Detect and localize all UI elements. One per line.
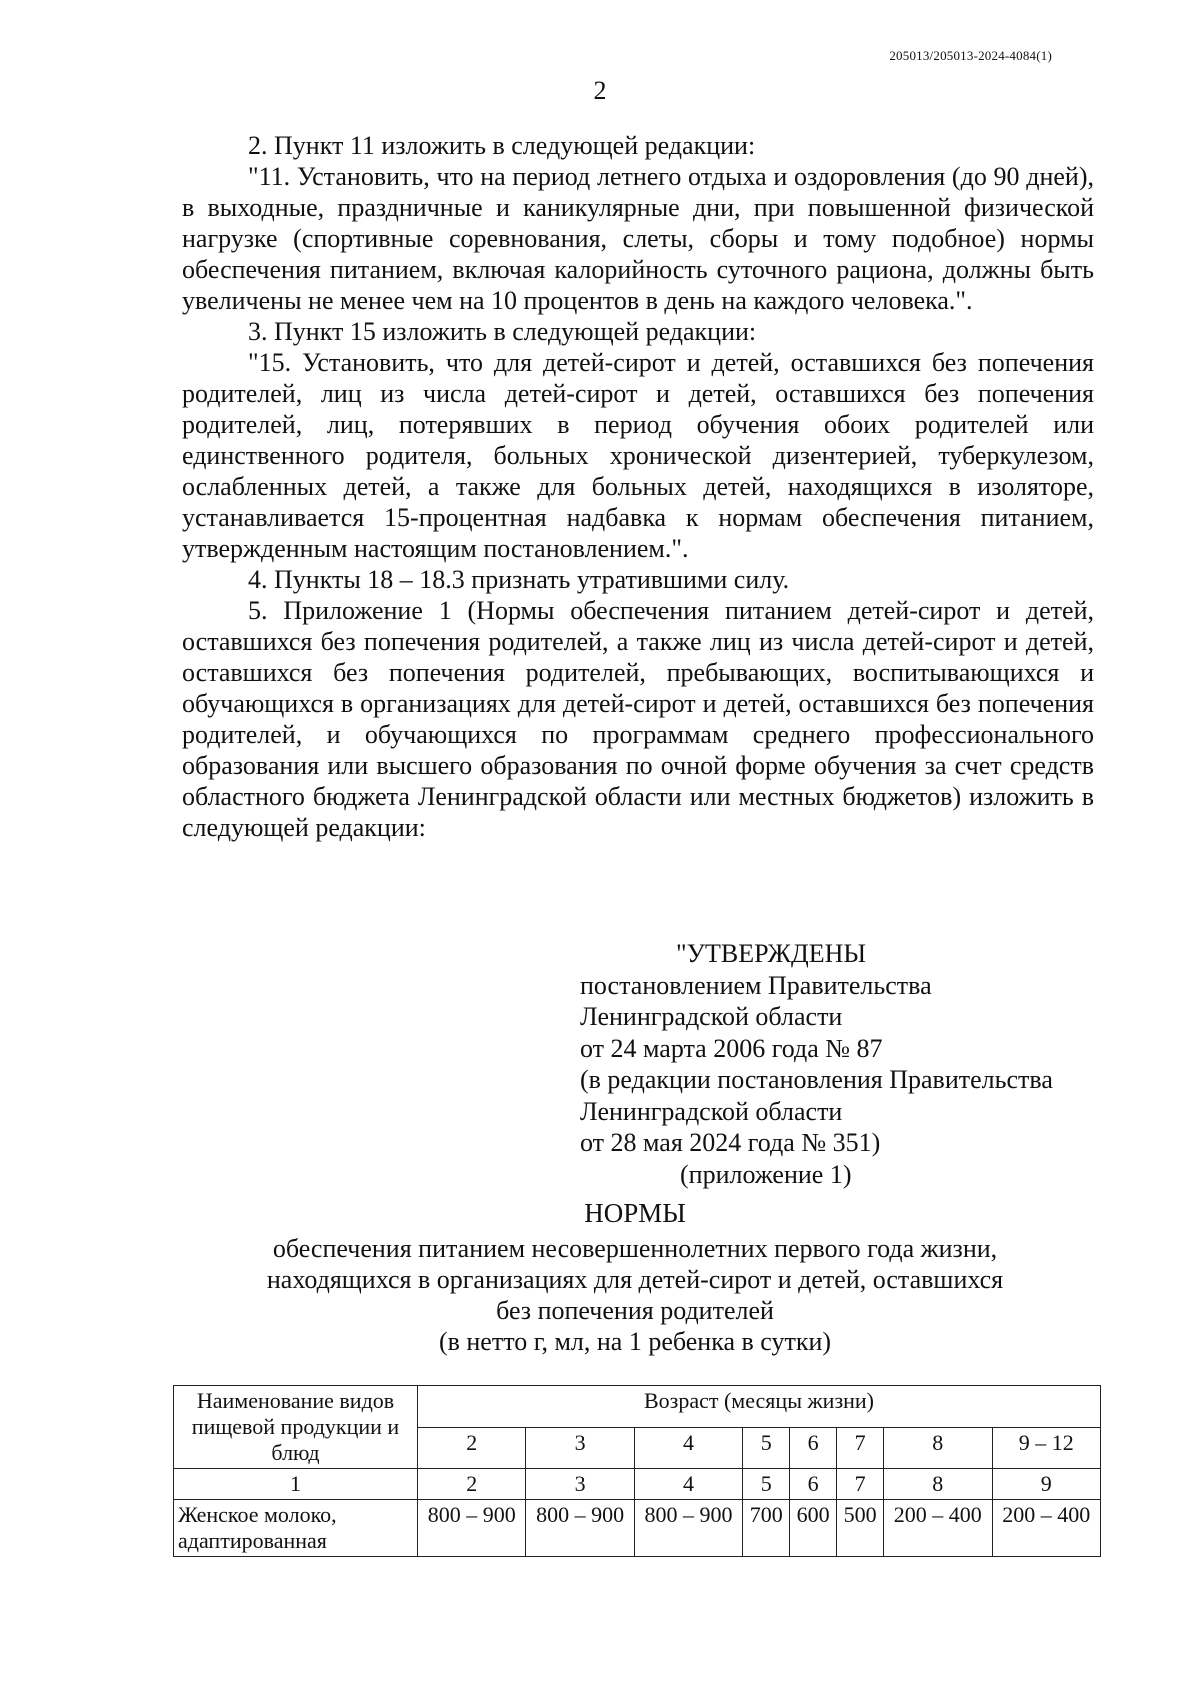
norms-subtitle-line: без попечения родителей <box>496 1296 774 1325</box>
column-number-cell: 6 <box>790 1469 837 1500</box>
paragraph: 2. Пункт 11 изложить в следующей редакции: <box>248 131 756 160</box>
approval-line: от 28 мая 2024 года № 351) <box>580 1128 881 1157</box>
column-number-cell: 2 <box>418 1469 526 1500</box>
value-cell: 500 <box>837 1500 884 1557</box>
norms-units: (в нетто г, мл, на 1 ребенка в сутки) <box>438 1327 832 1356</box>
norms-table <box>173 1385 1101 1557</box>
norms-subtitle-line: находящихся в организациях для детей-сирот и детей, оставшихся <box>266 1265 1004 1294</box>
age-cell: 3 <box>526 1427 634 1469</box>
paragraph: "15. Установить, что для детей-сирот и детей, оставшихся без попечения родителей, лиц из числа детей-сирот и детей, оставшихся без попечения родителей, лиц, потерявших в период обучения обоих родителей или единственного родителя, больных хронической дизентерией, туберкулезом, ослабленных детей, а также для больных детей, находящихся в изоляторе, устанавливается 15-процентная надбавка к нормам обеспечения питанием, утвержденным настоящим постановлением.". <box>182 348 1094 563</box>
table-header-row <box>174 1386 1101 1428</box>
value-cell: 800 – 900 <box>418 1500 526 1557</box>
table-column-number-row <box>174 1469 1101 1500</box>
paragraph: 3. Пункт 15 изложить в следующей редакции: <box>248 317 757 346</box>
approval-heading: "УТВЕРЖДЕНЫ <box>676 939 867 968</box>
value-cell: 200 – 400 <box>884 1500 992 1557</box>
approval-block <box>580 938 1120 1190</box>
column-number-cell: 5 <box>743 1469 790 1500</box>
name-header-cell: Наименование видов пищевой продукции и блюд <box>174 1386 418 1469</box>
value-cell: 200 – 400 <box>992 1500 1101 1557</box>
value-cell: 800 – 900 <box>526 1500 634 1557</box>
norms-title: НОРМЫ <box>584 1198 686 1228</box>
value-cell: 600 <box>790 1500 837 1557</box>
column-number-cell: 4 <box>634 1469 742 1500</box>
age-cell: 2 <box>418 1427 526 1469</box>
page-number: 2 <box>593 76 607 105</box>
column-number-cell: 3 <box>526 1469 634 1500</box>
column-number-cell: 9 <box>992 1469 1101 1500</box>
norms-subtitle-line: обеспечения питанием несовершеннолетних первого года жизни, <box>272 1234 998 1263</box>
column-number-cell: 7 <box>837 1469 884 1500</box>
paragraph: "11. Установить, что на период летнего отдыха и оздоровления (до 90 дней), в выходные, праздничные и каникулярные дни, при повышенной физической нагрузке (спортивные соревнования, слеты, сборы и тому подобное) нормы обеспечения питанием, включая калорийность суточного рациона, должны быть увеличены не менее чем на 10 процентов в день на каждого человека.". <box>182 162 1094 315</box>
value-cell: 800 – 900 <box>634 1500 742 1557</box>
approval-line: постановлением Правительства <box>580 970 932 1000</box>
approval-line: от 24 марта 2006 года № 87 <box>580 1033 883 1063</box>
document-id: 205013/205013-2024-4084(1) <box>889 48 1052 63</box>
age-cell: 5 <box>743 1427 790 1469</box>
paragraph: 4. Пункты 18 – 18.3 признать утратившими силу. <box>248 565 790 594</box>
age-cell: 4 <box>634 1427 742 1469</box>
value-cell: 700 <box>743 1500 790 1557</box>
age-cell: 6 <box>790 1427 837 1469</box>
age-cell: 8 <box>884 1427 992 1469</box>
age-cell: 9 – 12 <box>992 1427 1101 1469</box>
product-name-cell: Женское молоко, адаптированная <box>174 1500 418 1557</box>
column-number-cell: 8 <box>884 1469 992 1500</box>
approval-annex: (приложение 1) <box>680 1159 852 1189</box>
approval-line: Ленинградской области <box>580 1002 843 1031</box>
document-body <box>182 130 1094 843</box>
norms-title-block <box>0 1198 1200 1357</box>
age-cell: 7 <box>837 1427 884 1469</box>
approval-line: Ленинградской области <box>580 1096 843 1126</box>
age-header-cell: Возраст (месяцы жизни) <box>418 1386 1101 1428</box>
approval-line: (в редакции постановления Правительства <box>580 1065 1053 1094</box>
paragraph: 5. Приложение 1 (Нормы обеспечения питанием детей-сирот и детей, оставшихся без попечения родителей, а также лиц из числа детей-сирот и детей, оставшихся без попечения родителей, пребывающих, воспитывающихся и обучающихся в организациях для детей-сирот и детей, оставшихся без попечения родителей, и обучающихся по программам среднего профессионального образования или высшего образования по очной форме обучения за счет средств областного бюджета Ленинградской области или местных бюджетов) изложить в следующей редакции: <box>182 596 1094 842</box>
column-number-cell: 1 <box>174 1469 418 1500</box>
table-row <box>174 1500 1101 1557</box>
